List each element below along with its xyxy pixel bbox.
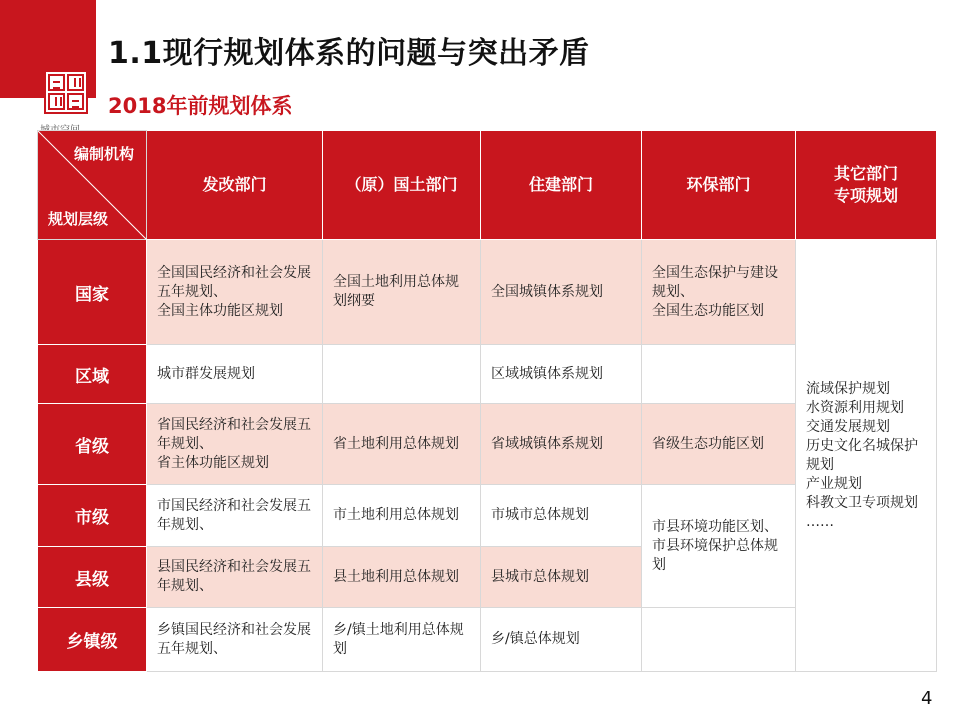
table-cell: 全国土地利用总体规划纲要	[323, 240, 481, 345]
row-header: 省级	[38, 404, 147, 485]
table-cell: 市土地利用总体规划	[323, 485, 481, 547]
env-city-county-cell: 市县环境功能区划、 市县环境保护总体规划	[642, 485, 796, 608]
table-row	[38, 240, 937, 345]
table-cell: 省国民经济和社会发展五年规划、 省主体功能区规划	[147, 404, 323, 485]
planning-system-table	[37, 130, 937, 672]
table-cell	[323, 345, 481, 404]
table-cell: 全国城镇体系规划	[481, 240, 642, 345]
table-cell: 乡镇国民经济和社会发展五年规划、	[147, 608, 323, 672]
table-cell: 全国生态保护与建设规划、 全国生态功能区划	[642, 240, 796, 345]
table-cell: 县城市总体规划	[481, 547, 642, 608]
section-subtitle: 2018年前规划体系	[108, 94, 293, 118]
row-header: 乡镇级	[38, 608, 147, 672]
column-header: 其它部门 专项规划	[796, 131, 937, 240]
table-cell: 区域城镇体系规划	[481, 345, 642, 404]
table-cell: 乡/镇总体规划	[481, 608, 642, 672]
page-title: 1.1现行规划体系的问题与突出矛盾	[108, 36, 590, 71]
table-cell: 省域城镇体系规划	[481, 404, 642, 485]
row-header: 国家	[38, 240, 147, 345]
table-cell: 省级生态功能区划	[642, 404, 796, 485]
corner-label-level: 规划层级	[48, 210, 109, 228]
table-header-row	[38, 131, 937, 240]
column-header: （原）国土部门	[323, 131, 481, 240]
table-cell: 全国国民经济和社会发展五年规划、 全国主体功能区规划	[147, 240, 323, 345]
table-cell: 县土地利用总体规划	[323, 547, 481, 608]
page-number: 4	[921, 688, 933, 709]
table-cell: 省土地利用总体规划	[323, 404, 481, 485]
seal-logo	[44, 70, 88, 114]
table-cell	[642, 345, 796, 404]
table-cell: 乡/镇土地利用总体规划	[323, 608, 481, 672]
table-cell: 市国民经济和社会发展五年规划、	[147, 485, 323, 547]
column-header: 住建部门	[481, 131, 642, 240]
table-cell: 市城市总体规划	[481, 485, 642, 547]
row-header: 县级	[38, 547, 147, 608]
table-cell	[642, 608, 796, 672]
table-corner-cell	[38, 131, 147, 240]
column-header: 发改部门	[147, 131, 323, 240]
corner-label-agency: 编制机构	[73, 145, 134, 163]
other-dept-cell: 流域保护规划 水资源利用规划 交通发展规划 历史文化名城保护规划 产业规划 科教文卫专项规划 ……	[796, 240, 937, 672]
column-header: 环保部门	[642, 131, 796, 240]
table-cell: 城市群发展规划	[147, 345, 323, 404]
row-header: 市级	[38, 485, 147, 547]
table-cell: 县国民经济和社会发展五年规划、	[147, 547, 323, 608]
row-header: 区域	[38, 345, 147, 404]
